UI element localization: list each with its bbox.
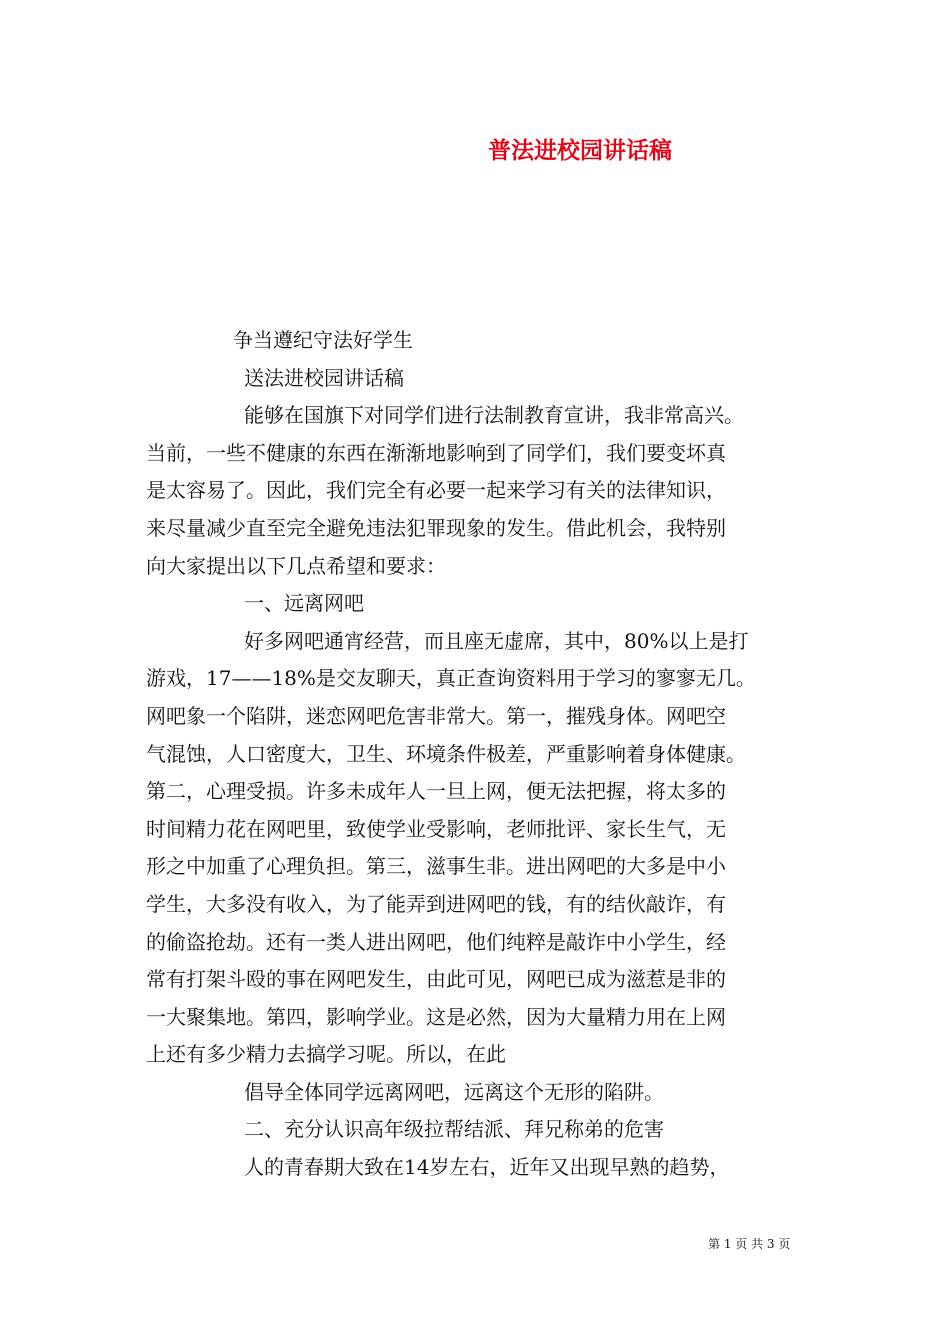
paragraph-line: 气混蚀，人口密度大，卫生、环境条件极差，严重影响着身体健康。 (146, 741, 746, 766)
document-body (146, 322, 836, 1187)
paragraph-line: 形之中加重了心理负担。第三，滋事生非。进出网吧的大多是中小 (146, 854, 726, 879)
paragraph-line: 来尽量减少直至完全避免违法犯罪现象的发生。借此机会，我特别 (146, 515, 726, 540)
subtitle-line: 争当遵纪守法好学生 (233, 328, 413, 352)
page-number-footer: 第 1 页 共 3 页 (708, 1237, 791, 1251)
paragraph-line: 上还有多少精力去搞学习呢。所以，在此 (146, 1042, 506, 1067)
paragraph-line: 人的青春期大致在14岁左右，近年又出现早熟的趋势， (244, 1155, 730, 1180)
paragraph-line: 好多网吧通宵经营，而且座无虚席，其中，80%以上是打 (244, 628, 749, 653)
paragraph-line: 时间精力花在网吧里，致使学业受影响，老师批评、家长生气，无 (146, 816, 726, 841)
paragraph-line: 第二，心理受损。许多未成年人一旦上网，便无法把握，将太多的 (146, 779, 726, 804)
paragraph-line: 学生，大多没有收入，为了能弄到进网吧的钱，有的结伙敲诈，有 (146, 891, 726, 916)
paragraph-line: 向大家提出以下几点希望和要求： (146, 553, 446, 578)
paragraph-line: 游戏，17——18%是交友聊天，真正查询资料用于学习的寥寥无几。 (146, 666, 756, 691)
paragraph-line: 倡导全体同学远离网吧，远离这个无形的陷阱。 (244, 1079, 664, 1104)
subtitle-line: 送法进校园讲话稿 (244, 365, 404, 390)
section-heading: 一、远离网吧 (244, 591, 364, 616)
document-title: 普法进校园讲话稿 (488, 137, 672, 164)
paragraph-line: 的偷盗抢劫。还有一类人进出网吧，他们纯粹是敲诈中小学生，经 (146, 929, 726, 954)
paragraph-line: 能够在国旗下对同学们进行法制教育宣讲，我非常高兴。 (244, 403, 744, 428)
paragraph-line: 当前，一些不健康的东西在渐渐地影响到了同学们，我们要变坏真 (146, 440, 726, 465)
paragraph-line: 一大聚集地。第四，影响学业。这是必然，因为大量精力用在上网 (146, 1004, 726, 1029)
paragraph-line: 是太容易了。因此，我们完全有必要一起来学习有关的法律知识， (146, 478, 726, 503)
section-heading: 二、充分认识高年级拉帮结派、拜兄称弟的危害 (244, 1117, 664, 1142)
paragraph-line: 网吧象一个陷阱，迷恋网吧危害非常大。第一，摧残身体。网吧空 (146, 703, 726, 728)
paragraph-line: 常有打架斗殴的事在网吧发生，由此可见，网吧已成为滋惹是非的 (146, 967, 726, 992)
